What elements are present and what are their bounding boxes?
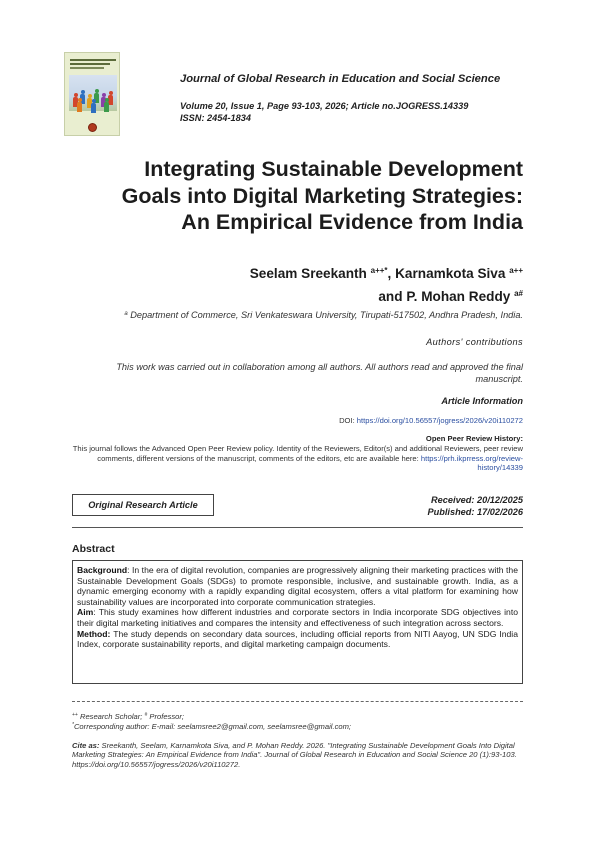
contributions-heading: Authors' contributions [426, 337, 523, 347]
citation-text: Sreekanth, Seelam, Karnamkota Siva, and P. Mohan Reddy. 2026. "Integrating Sustainable Development Goals Into Digital Marketing Strategies: An Empirical Evidence from India". Journal of Global Research in Education and Social Science 20 (1):93-103. https://doi.org/10.56557/jogress/2026/v20i110272. [72, 741, 517, 769]
cover-figure [91, 103, 96, 113]
footnote-text: Corresponding author: E-mail: seelamsree2@gmail.com, seelamsree@gmail.com; [73, 722, 352, 731]
author-line [150, 261, 523, 284]
peer-review-description: This journal follows the Advanced Open Peer Review policy. Identity of the Reviewers, Editor(s) and additional Reviewers, peer review comments, different versions of the manuscript, comments of the editors, etc are available here: [72, 444, 523, 463]
issn: ISSN: 2454-1834 [180, 113, 251, 123]
affiliation-mark: a [124, 311, 128, 317]
author-affiliation-mark: a++* [370, 266, 388, 275]
author-name: Seelam Sreekanth [249, 266, 367, 281]
article-dates [350, 494, 523, 518]
publisher-seal-icon [88, 123, 97, 132]
peer-review-text [70, 444, 523, 473]
peer-review-heading: Open Peer Review History: [425, 434, 523, 443]
affiliation-text: Department of Commerce, Sri Venkateswara University, Tirupati-517502, Andhra Pradesh, India. [127, 310, 523, 320]
cover-title-bar [70, 63, 110, 65]
footnote-mark: ++ [72, 712, 78, 718]
author-name: P. Mohan Reddy [406, 289, 511, 304]
citation-label: Cite as: [72, 741, 100, 750]
abstract-text: The study depends on secondary data sources, including official reports from NITI Aayog, UN SDG India Index, corporate sustainability reports, and digital marketing campaign documents. [77, 628, 518, 650]
title-line: Goals into Digital Marketing Strategies: [121, 183, 523, 208]
footnote-text: Research Scholar; [77, 712, 145, 721]
corresponding-author-footnote [72, 722, 351, 731]
cover-title-bar [70, 59, 116, 61]
abstract-text: : In the era of digital revolution, companies are progressively aligning their marketing practices with the Sustainable Development Goals (SDGs) to promote responsible, inclusive, and sustainable growth. India, as a dynamic emerging economy with a rapidly expanding digital ecosystem, offers a vital platform for examining how sustainability values are incorporated into corporate communication strategies. [77, 565, 518, 607]
received-date: Received: 20/12/2025 [431, 495, 523, 505]
author-affiliation-mark: a# [514, 289, 523, 298]
author-name: Karnamkota Siva [395, 266, 506, 281]
article-title [60, 156, 523, 236]
abstract-label: Aim [77, 607, 94, 618]
peer-review-link[interactable]: https://prh.ikprress.org/review-history/14339 [420, 453, 523, 473]
doi-link[interactable]: https://doi.org/10.56557/jogress/2026/v20i110272 [356, 416, 523, 425]
author-affiliation-mark: a++ [509, 266, 523, 275]
section-divider [72, 527, 523, 528]
volume-info: Volume 20, Issue 1, Page 93-103, 2026; Article no.JOGRESS.14339 [180, 101, 469, 111]
citation [72, 741, 523, 769]
author-role-footnote [72, 712, 184, 721]
article-type-badge: Original Research Article [72, 494, 214, 516]
cover-figure [104, 102, 109, 112]
author-list [150, 261, 523, 307]
published-date: Published: 17/02/2026 [427, 507, 523, 517]
author-line [150, 284, 523, 307]
abstract-aim [77, 607, 518, 628]
title-line: An Empirical Evidence from India [181, 210, 523, 234]
abstract-background [77, 565, 518, 607]
journal-name: Journal of Global Research in Education and Social Science [180, 73, 501, 85]
footnote-mark: # [144, 712, 148, 718]
abstract-text: : This study examines how different industries and corporate sectors in India incorporate SDG objectives into their digital marketing initiatives and compares the intensity and effectiveness of such integration across sectors. [77, 607, 518, 628]
article-info-heading: Article Information [441, 396, 523, 406]
footnote-divider [72, 701, 523, 702]
abstract-heading: Abstract [72, 543, 115, 555]
affiliation [60, 310, 523, 320]
author-separator: , [387, 266, 392, 281]
author-conjunction: and [378, 289, 403, 304]
abstract-box [72, 560, 523, 684]
journal-cover-image [64, 52, 120, 136]
cover-illustration [69, 75, 117, 111]
footnote-text: Professor; [147, 712, 185, 721]
footnote-mark: * [72, 722, 74, 728]
doi-line [250, 416, 523, 425]
doi-label: DOI: [339, 416, 357, 425]
abstract-method [77, 629, 518, 650]
cover-figure [77, 102, 82, 112]
title-line: Integrating Sustainable Development [144, 157, 523, 181]
abstract-label: Background [77, 565, 128, 575]
cover-title-bar [70, 67, 104, 69]
contributions-text: This work was carried out in collaboration among all authors. All authors read and approved the final manuscript. [116, 362, 523, 384]
abstract-label: Method: [77, 628, 111, 639]
